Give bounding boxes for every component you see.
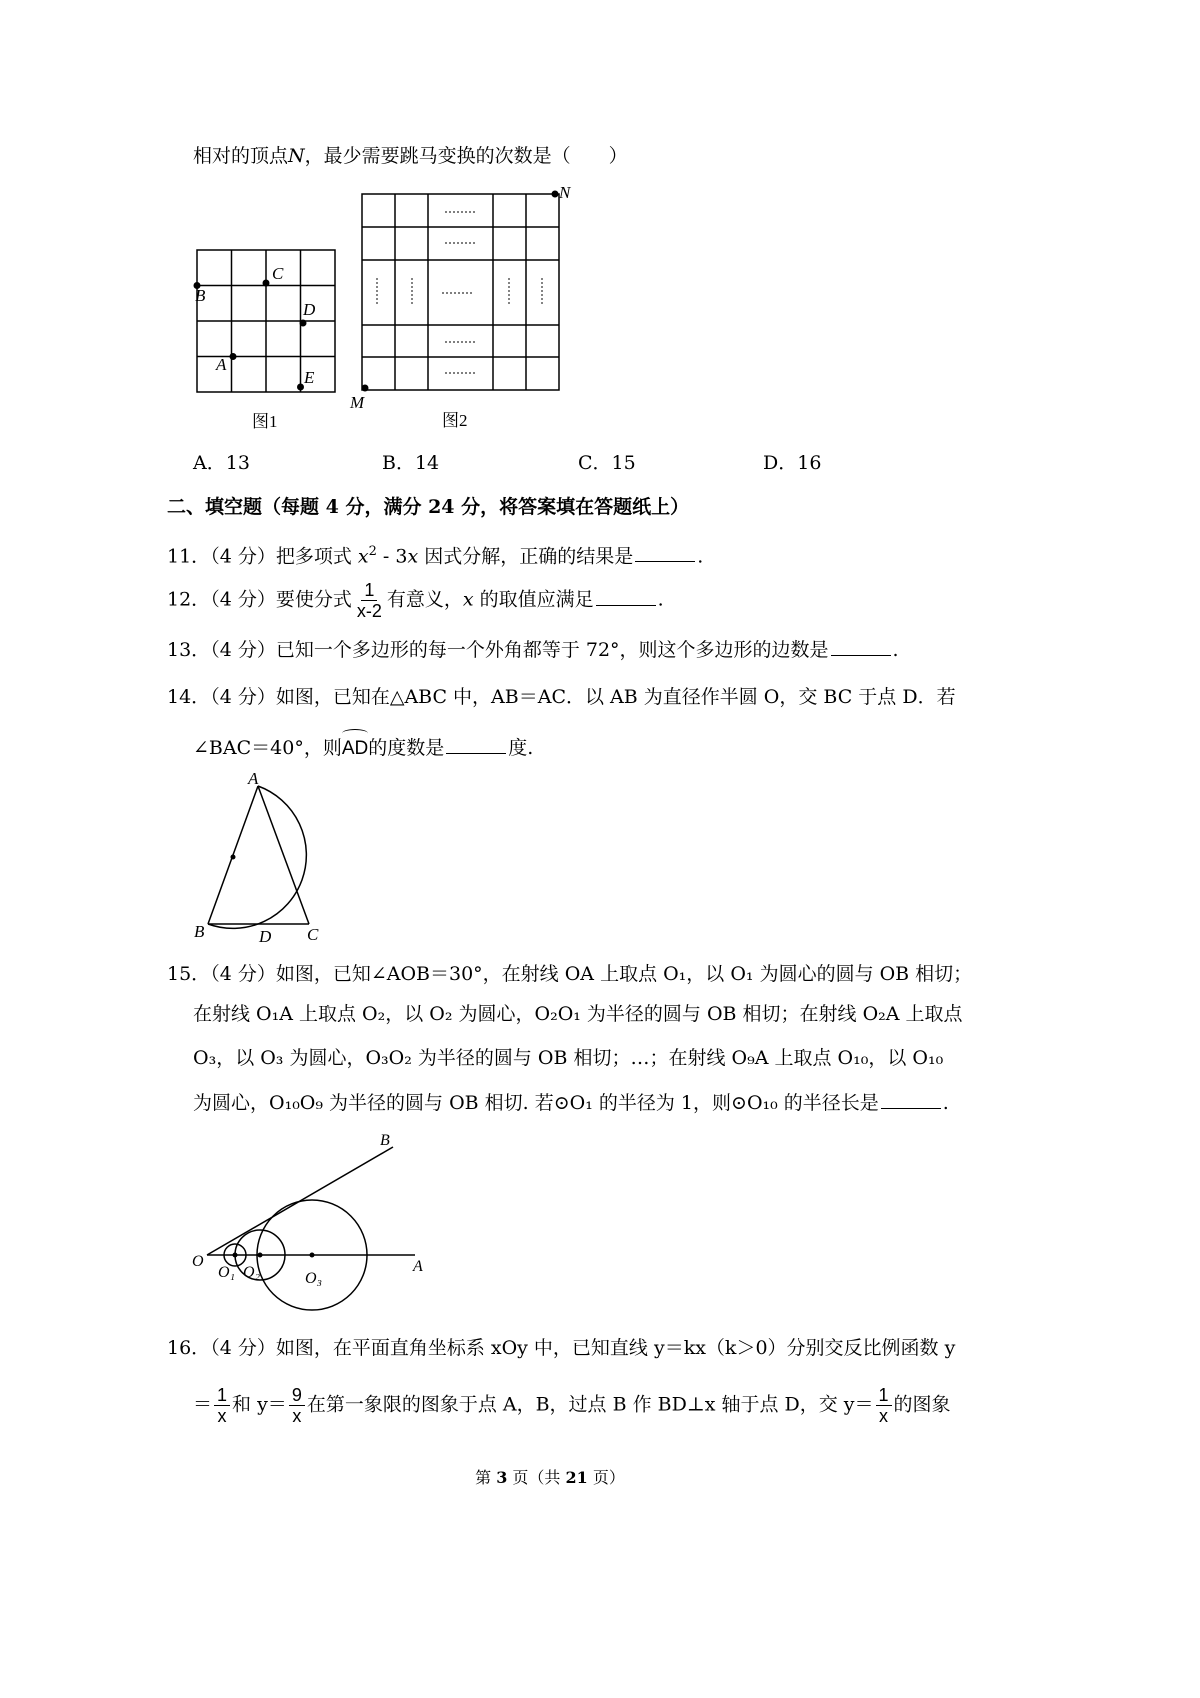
q13-answer-blank[interactable] xyxy=(831,637,891,656)
question-16-line-2 xyxy=(193,1385,951,1426)
q14-score: （4 分） xyxy=(210,686,276,708)
option-d-label: D． xyxy=(763,452,798,474)
q11-var: x xyxy=(357,545,369,568)
option-b-label: B． xyxy=(382,452,415,474)
option-c-value: 15 xyxy=(611,452,636,474)
option-d[interactable] xyxy=(763,450,821,476)
label-o3: O₃ xyxy=(305,1270,323,1287)
question-12 xyxy=(167,580,664,621)
q12-answer-blank[interactable] xyxy=(596,587,656,606)
q12-frac-num: 1 xyxy=(361,580,377,601)
question-13 xyxy=(167,637,899,663)
center-o xyxy=(231,855,236,860)
q16-frac-3-num: 1 xyxy=(876,1385,892,1406)
label-e: E xyxy=(304,368,315,387)
question-14-line-1 xyxy=(167,684,956,710)
q16-eq: ＝ xyxy=(193,1393,213,1416)
point-c xyxy=(263,280,270,287)
point-a xyxy=(230,353,237,360)
q12-text-a: 要使分式 xyxy=(275,588,352,611)
q16-frac-1-num: 1 xyxy=(214,1385,230,1406)
question-11 xyxy=(167,539,703,569)
label-a: A xyxy=(413,1258,423,1275)
footer-total-pages: 21 xyxy=(565,1468,588,1487)
question-15-line-2: 在射线 O₁A 上取点 O₂，以 O₂ 为圆心，O₂O₁ 为半径的圆与 OB 相切；在射线 O₂A 上取点 xyxy=(193,1003,963,1025)
q13-end: . xyxy=(892,639,899,661)
question-15-line-3: O₃，以 O₃ 为圆心，O₃O₂ 为半径的圆与 OB 相切；…；在射线 O₉A 上取点 O₁₀，以 O₁₀ xyxy=(193,1047,944,1069)
footer-middle: 页（共 xyxy=(507,1468,566,1487)
question-15-line-1 xyxy=(167,961,972,987)
section-2-title: 二、填空题（每题 4 分，满分 24 分，将答案填在答题纸上） xyxy=(167,496,690,518)
option-c-label: C． xyxy=(578,452,612,474)
q11-exponent: 2 xyxy=(368,544,377,559)
q16-score: （4 分） xyxy=(210,1337,276,1359)
option-a[interactable] xyxy=(193,450,250,476)
point-e xyxy=(297,384,304,391)
q14-line-1-text: 如图，已知在△ABC 中，AB＝AC．以 AB 为直径作半圆 O，交 BC 于点 D．若 xyxy=(275,686,956,708)
q16-frac-2 xyxy=(289,1385,305,1426)
question-16-line-1 xyxy=(167,1335,955,1361)
q16-tail: 的图象 xyxy=(893,1393,951,1416)
q14-number: 14． xyxy=(167,686,211,708)
q12-var: x xyxy=(462,588,474,611)
footer-prefix: 第 xyxy=(475,1468,497,1487)
center-o1 xyxy=(233,1253,238,1258)
label-n: N xyxy=(559,183,571,202)
q12-fraction xyxy=(354,580,385,621)
q11-text-a: 把多项式 xyxy=(275,545,358,568)
q16-number: 16． xyxy=(167,1337,211,1359)
q16-line-1-text: 如图，在平面直角坐标系 xOy 中，已知直线 y＝kx（k＞0）分别交反比例函数 y xyxy=(275,1337,956,1359)
q10-suffix: ，最少需要跳马变换的次数是（ ） xyxy=(304,145,628,167)
q16-frac-1-den: x xyxy=(217,1406,227,1426)
q14-line-2-a: ∠BAC＝40°，则 xyxy=(193,737,342,759)
q10-prefix: 相对的顶点 xyxy=(193,145,289,167)
q14-line-2-b: 的度数是 xyxy=(368,737,445,759)
q15-line-1-text: 如图，已知∠AOB＝30°，在射线 OA 上取点 O₁，以 O₁ 为圆心的圆与 OB 相切； xyxy=(275,963,973,985)
q16-frac-3-den: x xyxy=(879,1406,888,1426)
q15-number: 15． xyxy=(167,963,211,985)
option-b[interactable] xyxy=(382,450,439,476)
point-m xyxy=(362,385,369,392)
label-o1: O₁ xyxy=(218,1264,236,1281)
q12-score: （4 分） xyxy=(210,588,276,611)
q14-answer-blank[interactable] xyxy=(446,735,506,754)
label-d: D xyxy=(259,927,272,946)
q13-number: 13． xyxy=(167,639,211,661)
q11-number: 11． xyxy=(167,545,211,568)
q12-text-c: 的取值应满足 xyxy=(473,588,594,611)
q12-end: . xyxy=(657,588,664,611)
q12-text-b: 有意义， xyxy=(386,588,463,611)
q16-frac-3 xyxy=(876,1385,892,1426)
label-b: B xyxy=(380,1132,390,1149)
footer-page-number: 3 xyxy=(496,1468,508,1487)
figure-q15-circles xyxy=(185,1125,445,1325)
label-o2: O₂ xyxy=(243,1264,261,1281)
q12-frac-den: x-2 xyxy=(356,601,382,621)
question-15-line-4 xyxy=(193,1090,949,1116)
figure-1-caption: 图1 xyxy=(252,412,278,431)
label-a: A xyxy=(248,770,259,788)
q11-text-b: - 3 xyxy=(376,545,408,568)
q15-end: . xyxy=(942,1092,949,1114)
q13-score: （4 分） xyxy=(210,639,276,661)
label-d: D xyxy=(303,300,316,319)
q13-text: 已知一个多边形的每一个外角都等于 72°，则这个多边形的边数是 xyxy=(275,639,829,661)
label-b: B xyxy=(194,922,205,941)
label-o: O xyxy=(192,1253,204,1270)
q14-arc-ad xyxy=(342,735,368,762)
figure-1-grid xyxy=(190,245,340,435)
figure-2-caption: 图2 xyxy=(442,411,468,430)
question-14-line-2 xyxy=(193,735,533,762)
label-b: B xyxy=(195,286,206,305)
figure-q14-triangle xyxy=(185,770,335,950)
page-footer xyxy=(0,1465,1100,1488)
point-d xyxy=(300,320,307,327)
arc-mark-icon xyxy=(342,729,368,738)
question-10-tail xyxy=(193,143,628,169)
option-c[interactable] xyxy=(578,450,636,476)
q11-text-c: 因式分解，正确的结果是 xyxy=(418,545,634,568)
option-b-value: 14 xyxy=(414,452,440,474)
option-d-value: 16 xyxy=(797,452,822,474)
option-a-value: 13 xyxy=(225,452,250,474)
q16-and: 和 y＝ xyxy=(232,1393,287,1416)
q11-end: . xyxy=(697,545,704,568)
point-n xyxy=(552,191,559,198)
label-c: C xyxy=(307,925,319,944)
option-a-label: A． xyxy=(193,452,226,474)
label-c: C xyxy=(272,264,284,283)
q15-answer-blank[interactable] xyxy=(881,1090,941,1109)
q14-line-2-c: 度. xyxy=(508,737,534,759)
q16-mid: 在第一象限的图象于点 A，B，过点 B 作 BD⊥x 轴于点 D，交 y＝ xyxy=(306,1393,874,1416)
q10-var-n: N xyxy=(288,145,305,167)
label-a: A xyxy=(216,355,227,374)
q15-line-4-text: 为圆心，O₁₀O₉ 为半径的圆与 OB 相切. 若⊙O₁ 的半径为 1，则⊙O₁₀ 的半径长是 xyxy=(193,1092,879,1114)
q14-arc-label: AD xyxy=(341,738,369,759)
q15-score: （4 分） xyxy=(210,963,276,985)
label-m: M xyxy=(350,393,365,412)
footer-suffix: 页） xyxy=(587,1468,625,1487)
q16-frac-2-den: x xyxy=(292,1406,302,1426)
center-o2 xyxy=(258,1253,263,1258)
q11-var2: x xyxy=(407,545,419,568)
q16-frac-1 xyxy=(214,1385,230,1426)
center-o3 xyxy=(310,1253,315,1258)
figure-2-grid xyxy=(345,180,585,440)
q11-answer-blank[interactable] xyxy=(635,543,695,562)
q16-frac-2-num: 9 xyxy=(289,1385,305,1406)
q12-number: 12． xyxy=(167,588,211,611)
q11-score: （4 分） xyxy=(210,545,276,568)
